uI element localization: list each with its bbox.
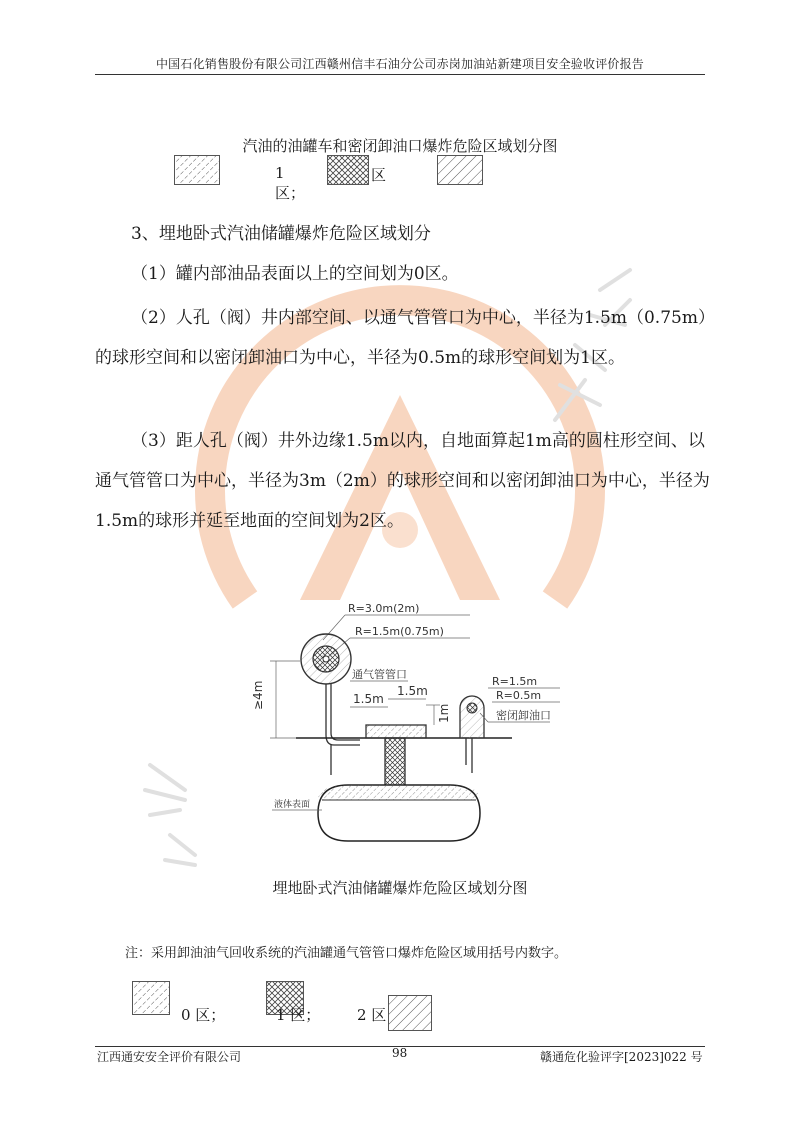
zone2-hatch-swatch-top: [437, 155, 483, 185]
footer-doc-number: 赣通危化验评字[2023]022 号: [540, 1050, 703, 1064]
unload-label: 密闭卸油口: [496, 709, 551, 722]
paragraph-3: （3）距人孔（阀）井外边缘1.5m以内，自地面算起1m高的圆柱形空间、以通气管管口为中心，半径为3m（2m）的球形空间和以密闭卸油口为中心，半径为1.5m的球形并延至地面的空间划为2区。: [95, 431, 710, 531]
dim-c-label: 1m: [437, 703, 451, 723]
top-figure-caption: 汽油的油罐车和密闭卸油口爆炸危险区域划分图: [242, 137, 558, 155]
dim-b-label: 1.5m: [397, 684, 428, 698]
r-vent-inner-label: R=1.5m(0.75m): [355, 625, 444, 638]
zone1-crosshatch-swatch-top: [327, 155, 369, 185]
footer-company: 江西通安安全评价有限公司: [97, 1050, 242, 1064]
zone2-hatch-swatch: [388, 995, 432, 1031]
diagram-caption: 埋地卧式汽油储罐爆炸危险区域划分图: [272, 879, 528, 897]
paragraph-2: （2）人孔（阀）井内部空间、以通气管管口为中心，半径为1.5m（0.75m）的球形空间和以密闭卸油口为中心，半径为0.5m的球形空间划为1区。: [95, 308, 707, 368]
r-unload-outer-label: R=1.5m: [492, 675, 538, 688]
zone0-hatch-swatch-top: [174, 155, 220, 185]
vent-label: 通气管管口: [352, 668, 407, 681]
legend-zone0-label: 0 区；: [181, 1006, 226, 1024]
r-vent-outer-label: R=3.0m(2m): [348, 602, 420, 615]
header-rule: [95, 74, 705, 75]
zone0-hatch-swatch: [132, 981, 170, 1015]
liquid-label: 液体表面: [274, 800, 311, 810]
note-text: 注：采用卸油油气回收系统的汽油罐通气管管口爆炸危险区域用括号内数字。: [125, 946, 568, 961]
height-label: ≥4m: [251, 680, 265, 710]
dim-a-label: 1.5m: [353, 692, 384, 706]
header-title: 中国石化销售股份有限公司江西赣州信丰石油分公司赤岗加油站新建项目安全验收评价报告: [155, 57, 644, 71]
legend-zone1-label-top: 1 区；: [275, 164, 306, 202]
paragraph-1: （1）罐内部油品表面以上的空间划为0区。: [131, 264, 459, 284]
legend-zone2-label: 2 区: [357, 1006, 387, 1024]
legend-zone1-label: 1 区；: [276, 1006, 321, 1024]
tank-hazard-diagram: [230, 595, 570, 850]
legend-zone-b-label-top: 区: [371, 166, 387, 184]
footer-page-number: 98: [392, 1046, 408, 1060]
section-heading: 3、埋地卧式汽油储罐爆炸危险区域划分: [131, 224, 431, 244]
r-unload-inner-label: R=0.5m: [496, 689, 542, 702]
